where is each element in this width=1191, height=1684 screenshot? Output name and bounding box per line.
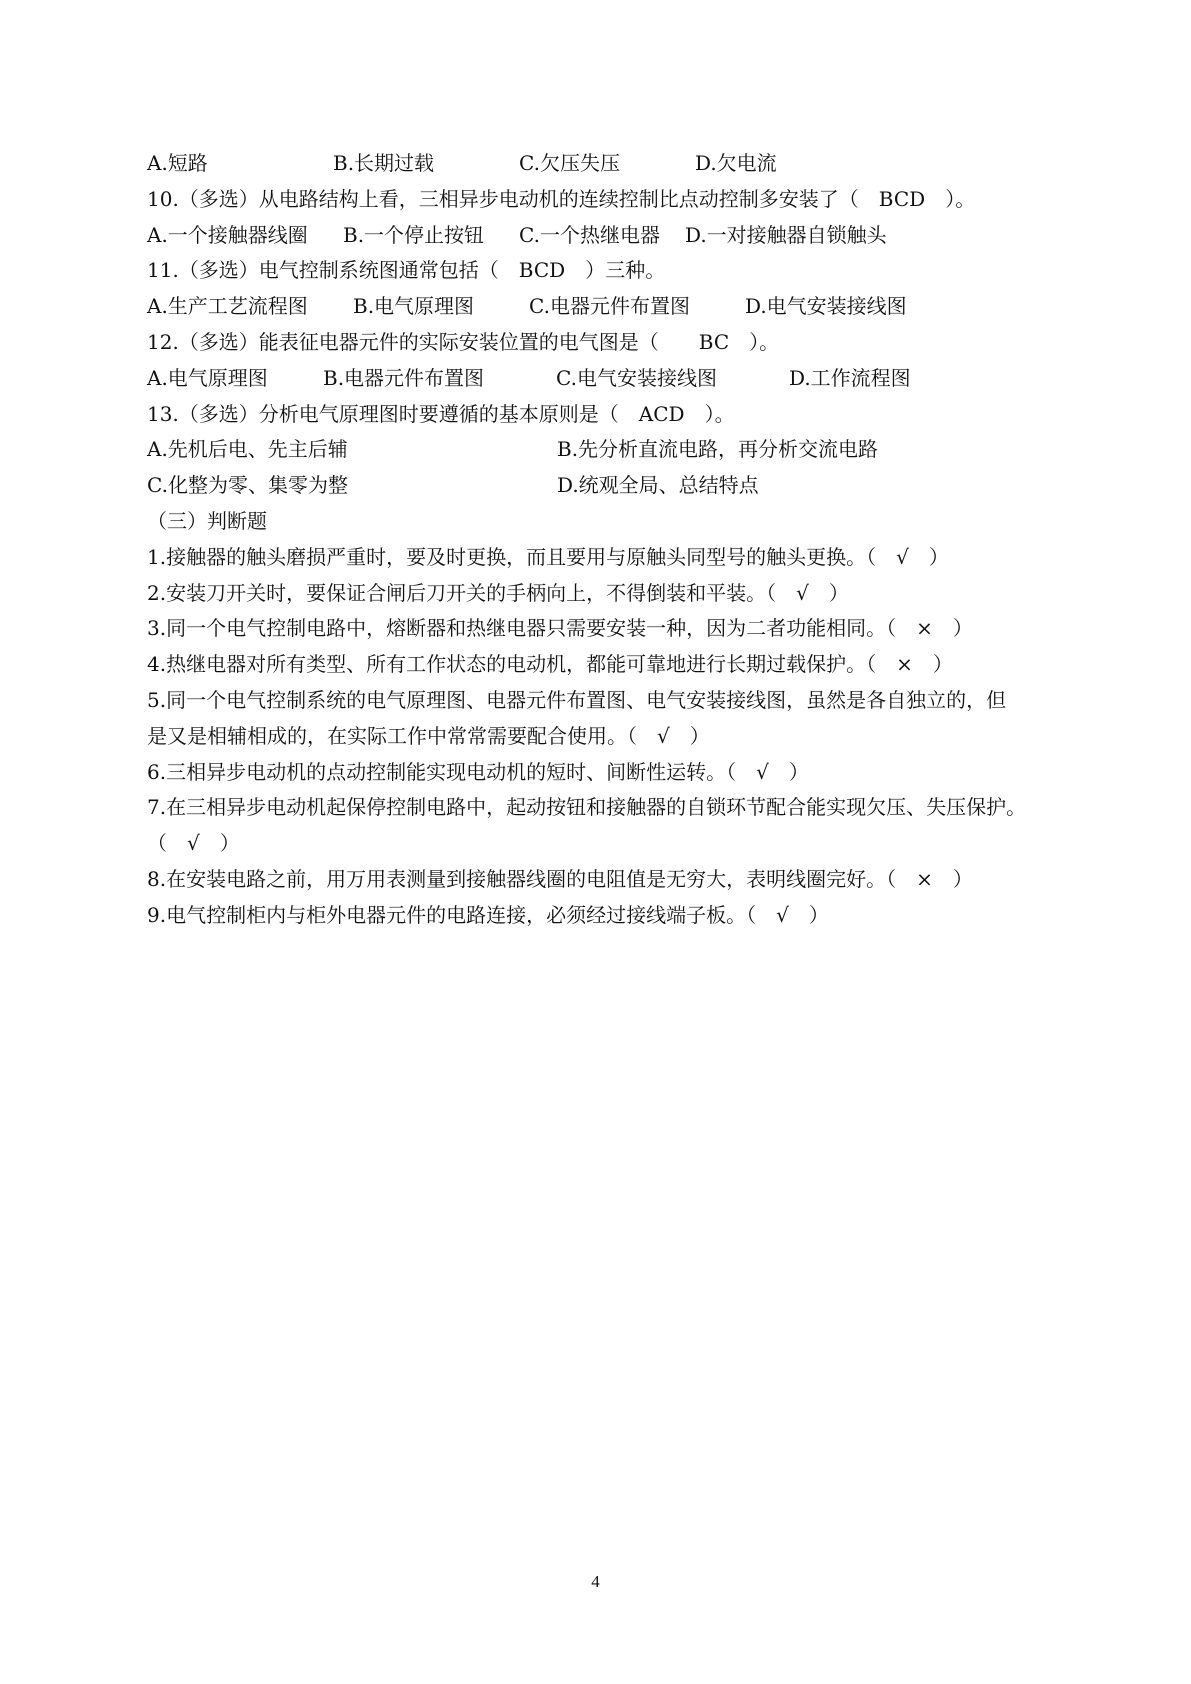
q12-option-c: C.电气安装接线图 [556, 365, 717, 390]
section-title-judgment: （三）判断题 [147, 508, 267, 533]
q12-option-d: D.工作流程图 [789, 365, 911, 390]
q10-question: 10.（多选）从电路结构上看，三相异步电动机的连续控制比点动控制多安装了（ BCD ）。 [147, 186, 976, 211]
q13-option-d: D.统观全局、总结特点 [557, 473, 759, 498]
judgment-1: 1.接触器的触头磨损严重时，要及时更换，而且要用与原触头同型号的触头更换。（ √ ） [147, 544, 949, 569]
q9-option-a: A.短路 [147, 151, 208, 175]
page-number: 4 [591, 1572, 600, 1591]
judgment-5-line2: 是又是相辅相成的，在实际工作中常常需要配合使用。（ √ ） [147, 723, 710, 748]
q10-options [147, 218, 1047, 254]
judgment-5-line1: 5.同一个电气控制系统的电气原理图、电器元件布置图、电气安装接线图，虽然是各自独立的，但 [147, 687, 1007, 712]
q11-option-d: D.电气安装接线图 [745, 294, 907, 319]
q10-option-d: D.一对接触器自锁触头 [685, 222, 887, 247]
q11-option-a: A.生产工艺流程图 [147, 294, 308, 319]
q13-question: 13.（多选）分析电气原理图时要遵循的基本原则是（ ACD ）。 [147, 401, 735, 426]
q13-option-a: A.先机后电、先主后辅 [147, 437, 348, 462]
q11-question: 11.（多选）电气控制系统图通常包括（ BCD ）三种。 [147, 258, 666, 283]
judgment-7-line1: 7.在三相异步电动机起保停控制电路中，起动按钮和接触器的自锁环节配合能实现欠压、失压保护。 [147, 795, 1027, 820]
q12-options [147, 361, 1047, 397]
q11-option-c: C.电器元件布置图 [529, 294, 690, 319]
q10-option-b: B.一个停止按钮 [343, 222, 485, 247]
q9-option-c: C.欠压失压 [519, 151, 620, 175]
q10-option-c: C.一个热继电器 [519, 222, 660, 247]
q11-options [147, 289, 1047, 325]
q9-options [147, 146, 1047, 182]
q11-option-b: B.电气原理图 [353, 294, 475, 319]
judgment-8: 8.在安装电路之前，用万用表测量到接触器线圈的电阻值是无穷大，表明线圈完好。（ × ） [147, 866, 973, 891]
q13-option-b: B.先分析直流电路，再分析交流电路 [557, 437, 879, 462]
q12-question: 12.（多选）能表征电器元件的实际安装位置的电气图是（ BC ）。 [147, 329, 780, 354]
page-content [147, 146, 1047, 934]
judgment-7-line2: （ √ ） [147, 831, 240, 856]
q12-option-a: A.电气原理图 [147, 365, 268, 390]
judgment-9: 9.电气控制柜内与柜外电器元件的电路连接，必须经过接线端子板。（ √ ） [147, 902, 829, 927]
q12-option-b: B.电器元件布置图 [323, 365, 485, 390]
judgment-2: 2.安装刀开关时，要保证合闸后刀开关的手柄向上，不得倒装和平装。（ √ ） [147, 580, 849, 605]
q9-option-b: B.长期过载 [333, 151, 435, 175]
judgment-6: 6.三相异步电动机的点动控制能实现电动机的短时、间断性运转。（ √ ） [147, 759, 809, 784]
q13-options-row2 [147, 468, 1047, 504]
q9-option-d: D.欠电流 [695, 151, 777, 175]
q10-option-a: A.一个接触器线圈 [147, 222, 308, 247]
q13-options-row1 [147, 432, 1047, 468]
judgment-4: 4.热继电器对所有类型、所有工作状态的电动机，都能可靠地进行长期过载保护。（ × ） [147, 652, 953, 677]
judgment-3: 3.同一个电气控制电路中，熔断器和热继电器只需要安装一种，因为二者功能相同。（ × ） [147, 616, 973, 641]
q13-option-c: C.化整为零、集零为整 [147, 473, 348, 498]
